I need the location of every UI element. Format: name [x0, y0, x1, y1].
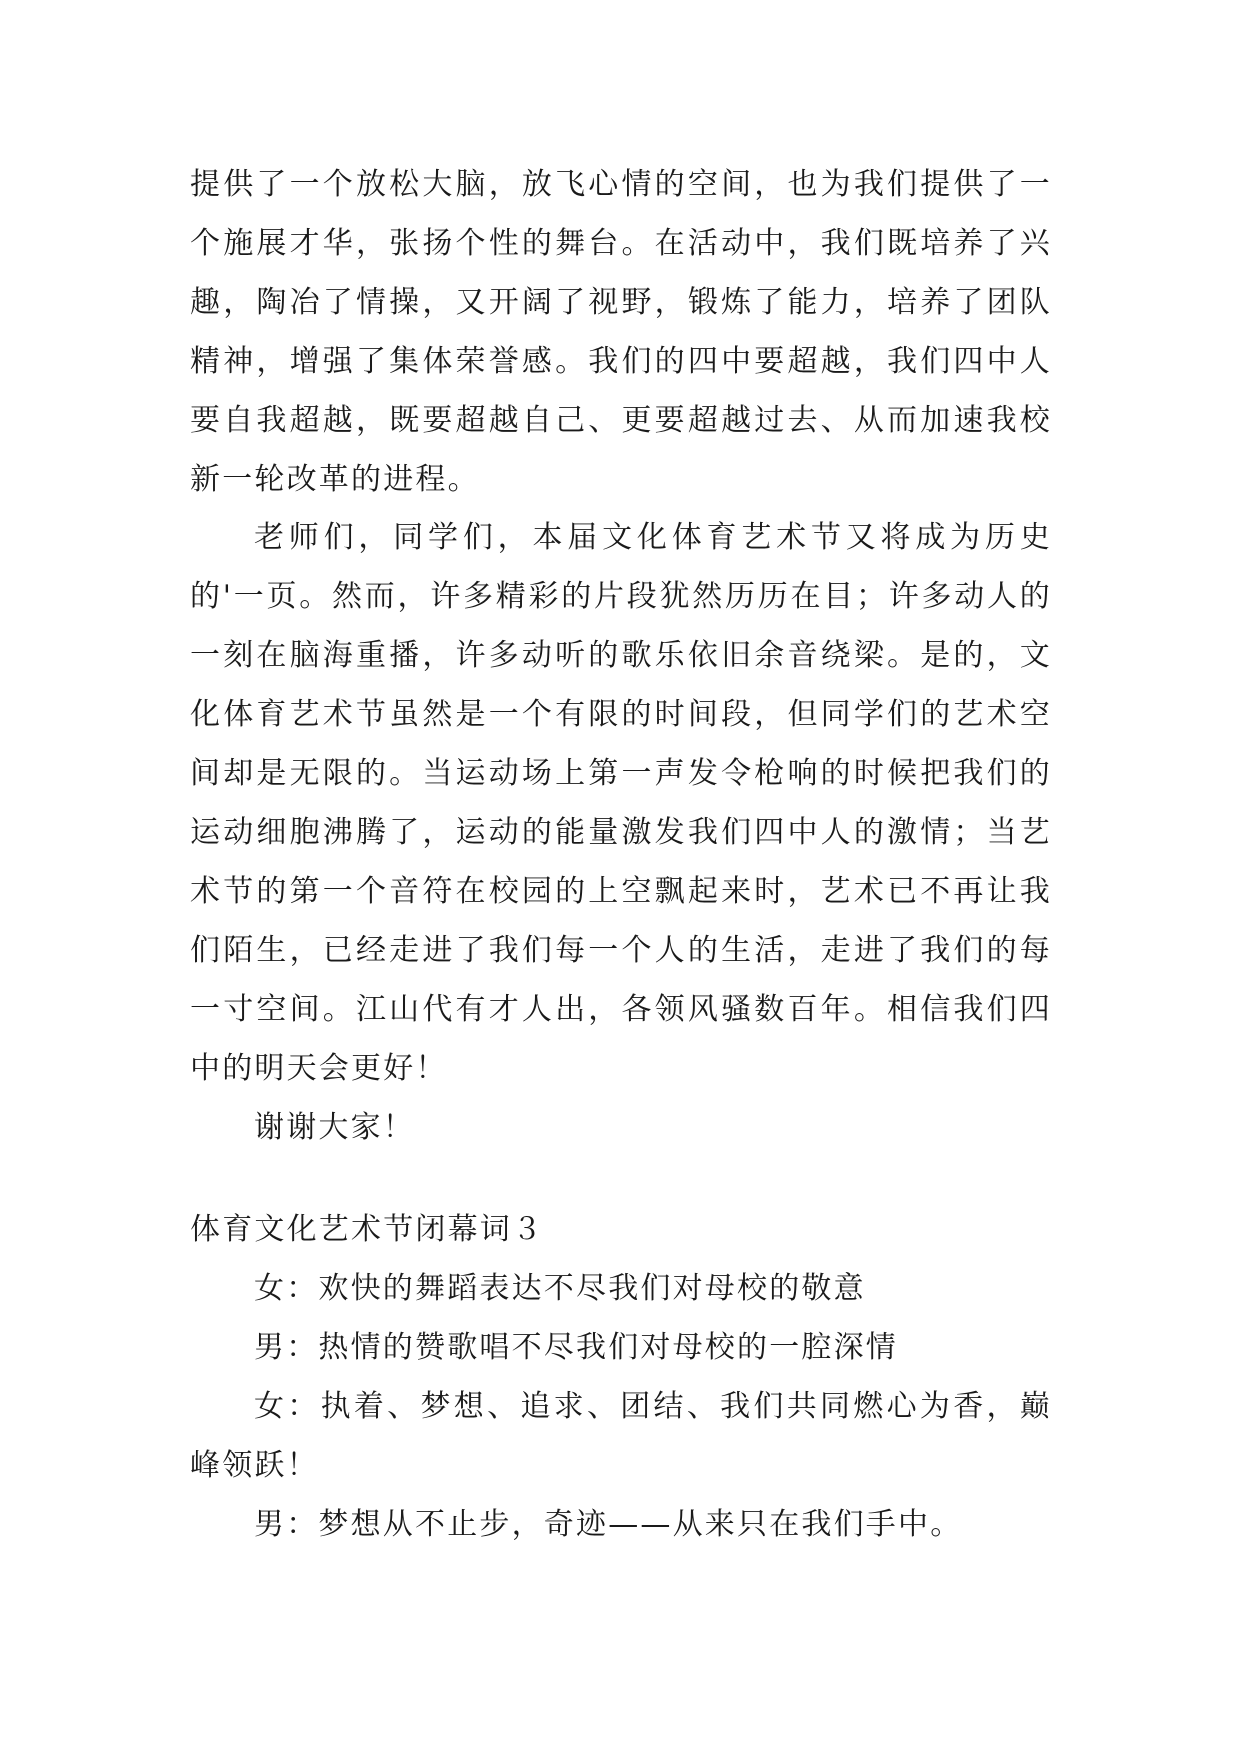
dialogue-line-female-2: 女：执着、梦想、追求、团结、我们共同燃心为香，巅峰领跃！ — [190, 1389, 1052, 1484]
dialogue-line-male-2: 男：梦想从不止步，奇迹——从来只在我们手中。 — [254, 1506, 963, 1542]
dialogue-line-female-1: 女：欢快的舞蹈表达不尽我们对母校的敬意 — [254, 1271, 866, 1307]
section-title: 体育文化艺术节闭幕词３ — [190, 1212, 545, 1248]
document-body — [190, 156, 1052, 1555]
paragraph-closing-remarks: 老师们，同学们，本届文化体育艺术节又将成为历史的'一页。然而，许多精彩的片段犹然历历在目；许多动人的一刻在脑海重播，许多动听的歌乐依旧余音绕梁。是的，文化体育艺术节虽然是一个有限的时间段，但同学们的艺术空间却是无限的。当运动场上第一声发令枪响的时候把我们的运动细胞沸腾了，运动的能量激发我们四中人的激情；当艺术节的第一个音符在校园的上空飘起来时，艺术已不再让我们陌生，已经走进了我们每一个人的生活，走进了我们的每一寸空间。江山代有才人出，各领风骚数百年。相信我们四中的明天会更好！ — [190, 520, 1052, 1086]
dialogue-line-male-1: 男：热情的赞歌唱不尽我们对母校的一腔深情 — [254, 1330, 898, 1366]
paragraph-thanks: 谢谢大家！ — [254, 1109, 415, 1145]
paragraph-continued: 提供了一个放松大脑，放飞心情的空间，也为我们提供了一个施展才华，张扬个性的舞台。在活动中，我们既培养了兴趣，陶冶了情操，又开阔了视野，锻炼了能力，培养了团队精神，增强了集体荣誉感。我们的四中要超越，我们四中人要自我超越，既要超越自己、更要超越过去、从而加速我校新一轮改革的进程。 — [190, 167, 1052, 497]
